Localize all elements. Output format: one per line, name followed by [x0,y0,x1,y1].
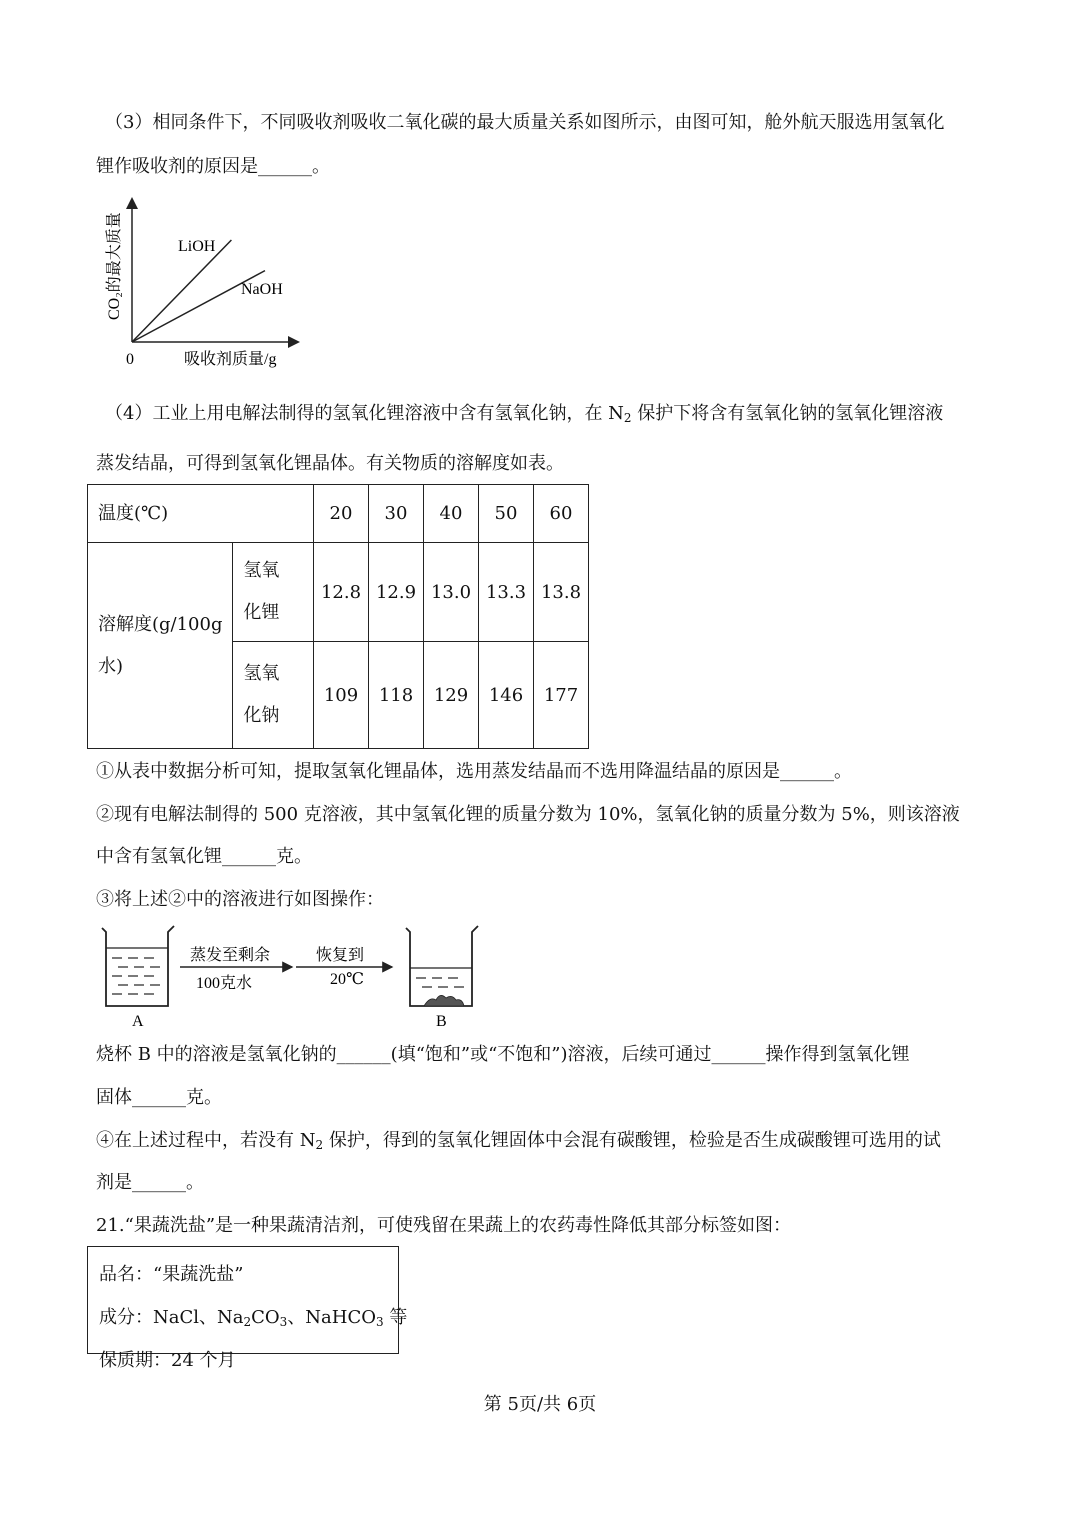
arrow-1-bottom-label: 100克水 [196,975,253,992]
product-label-box [87,1246,408,1371]
series-label-lioh: LiOH [178,238,216,255]
naoh-value: 118 [369,642,424,749]
q4-text-line2: 蒸发结晶，可得到氢氧化锂晶体。有关物质的溶解度如表。 [96,453,564,474]
lioh-value: 13.8 [534,543,589,642]
q3-text-line2: 锂作吸收剂的原因是______。 [96,156,330,177]
q3-text-line1: （3）相同条件下，不同吸收剂吸收二氧化碳的最大质量关系如图所示，由图可知，舱外航天服选用氢氧化 [105,112,945,133]
sub-question-3: ③将上述②中的溶液进行如图操作： [96,889,384,910]
naoh-value: 146 [479,642,534,749]
sub-question-3-line1: 烧杯 B 中的溶液是氢氧化钠的______(填“饱和”或“不饱和”)溶液，后续可通过______操作得到氢氧化锂 [96,1044,910,1065]
arrow-2-top-label: 恢复到 [316,947,365,964]
beaker-b-label: B [436,1013,447,1030]
naoh-value: 109 [314,642,369,749]
beaker-a-label: A [132,1013,144,1030]
y-axis-label: CO₂的最大质量 [106,212,123,320]
naoh-value: 129 [424,642,479,749]
arrow-1-top-label: 蒸发至剩余 [190,947,271,964]
beaker-b [406,926,478,1006]
product-ingredients: 成分：NaCl、$Na_2CO_3$、NaHCO$_3$ 等 [99,1307,408,1329]
naoh-header: 氢氧 化钠 [233,642,314,749]
naoh-value: 177 [534,642,589,749]
lioh-value: 13.0 [424,543,479,642]
page-footer: 第 5页/共 6页 [483,1394,597,1415]
lioh-header: 氢氧 化锂 [233,543,314,642]
crystal-precipitate [424,995,464,1006]
q4-text-line1: （4）工业上用电解法制得的氢氧化锂溶液中含有氢氧化钠，在 $N_2$ 保护下将含有氢氧化钠的氢氧化锂溶液 [105,403,944,425]
sub-question-4-line2: 剂是______。 [96,1172,204,1193]
lioh-value: 13.3 [479,543,534,642]
temp-cell: 20 [314,485,369,543]
temp-header: 温度(℃) [88,485,314,543]
origin-label: 0 [126,351,134,368]
series-label-naoh: NaOH [241,281,283,298]
sub-question-4-line1: ④在上述过程中，若没有 $N_2$ 保护，得到的氢氧化锂固体中会混有碳酸锂，检验是否生成碳酸锂可选用的试 [96,1130,941,1152]
question-21: 21.“果蔬洗盐”是一种果蔬清洁剂，可使残留在果蔬上的农药毒性降低其部分标签如图： [96,1215,792,1236]
co2-absorption-chart [96,195,316,375]
temp-cell: 50 [479,485,534,543]
x-axis-label: 吸收剂质量/g [184,351,277,368]
temp-cell: 30 [369,485,424,543]
lioh-value: 12.9 [369,543,424,642]
sub-question-1: ①从表中数据分析可知，提取氢氧化锂晶体，选用蒸发结晶而不选用降温结晶的原因是______。 [96,761,852,782]
beaker-a [102,926,174,1006]
product-name: 品名：“果蔬洗盐” [99,1264,244,1285]
product-shelf-life: 保质期：24 个月 [99,1350,236,1371]
series-line-lioh [132,240,231,342]
lioh-value: 12.8 [314,543,369,642]
temp-cell: 40 [424,485,479,543]
solubility-header: 溶解度(g/100g 水) [88,543,233,749]
sub-question-2-line1: ②现有电解法制得的 500 克溶液，其中氢氧化锂的质量分数为 10%，氢氧化钠的质量分数为 5%，则该溶液 [96,804,960,825]
temp-cell: 60 [534,485,589,543]
sub-question-2-line2: 中含有氢氧化锂______克。 [96,846,312,867]
solubility-table [87,484,589,749]
sub-question-3-line2: 固体______克。 [96,1087,222,1108]
process-diagram [96,920,496,1035]
arrow-2-bottom-label: 20℃ [330,971,364,988]
